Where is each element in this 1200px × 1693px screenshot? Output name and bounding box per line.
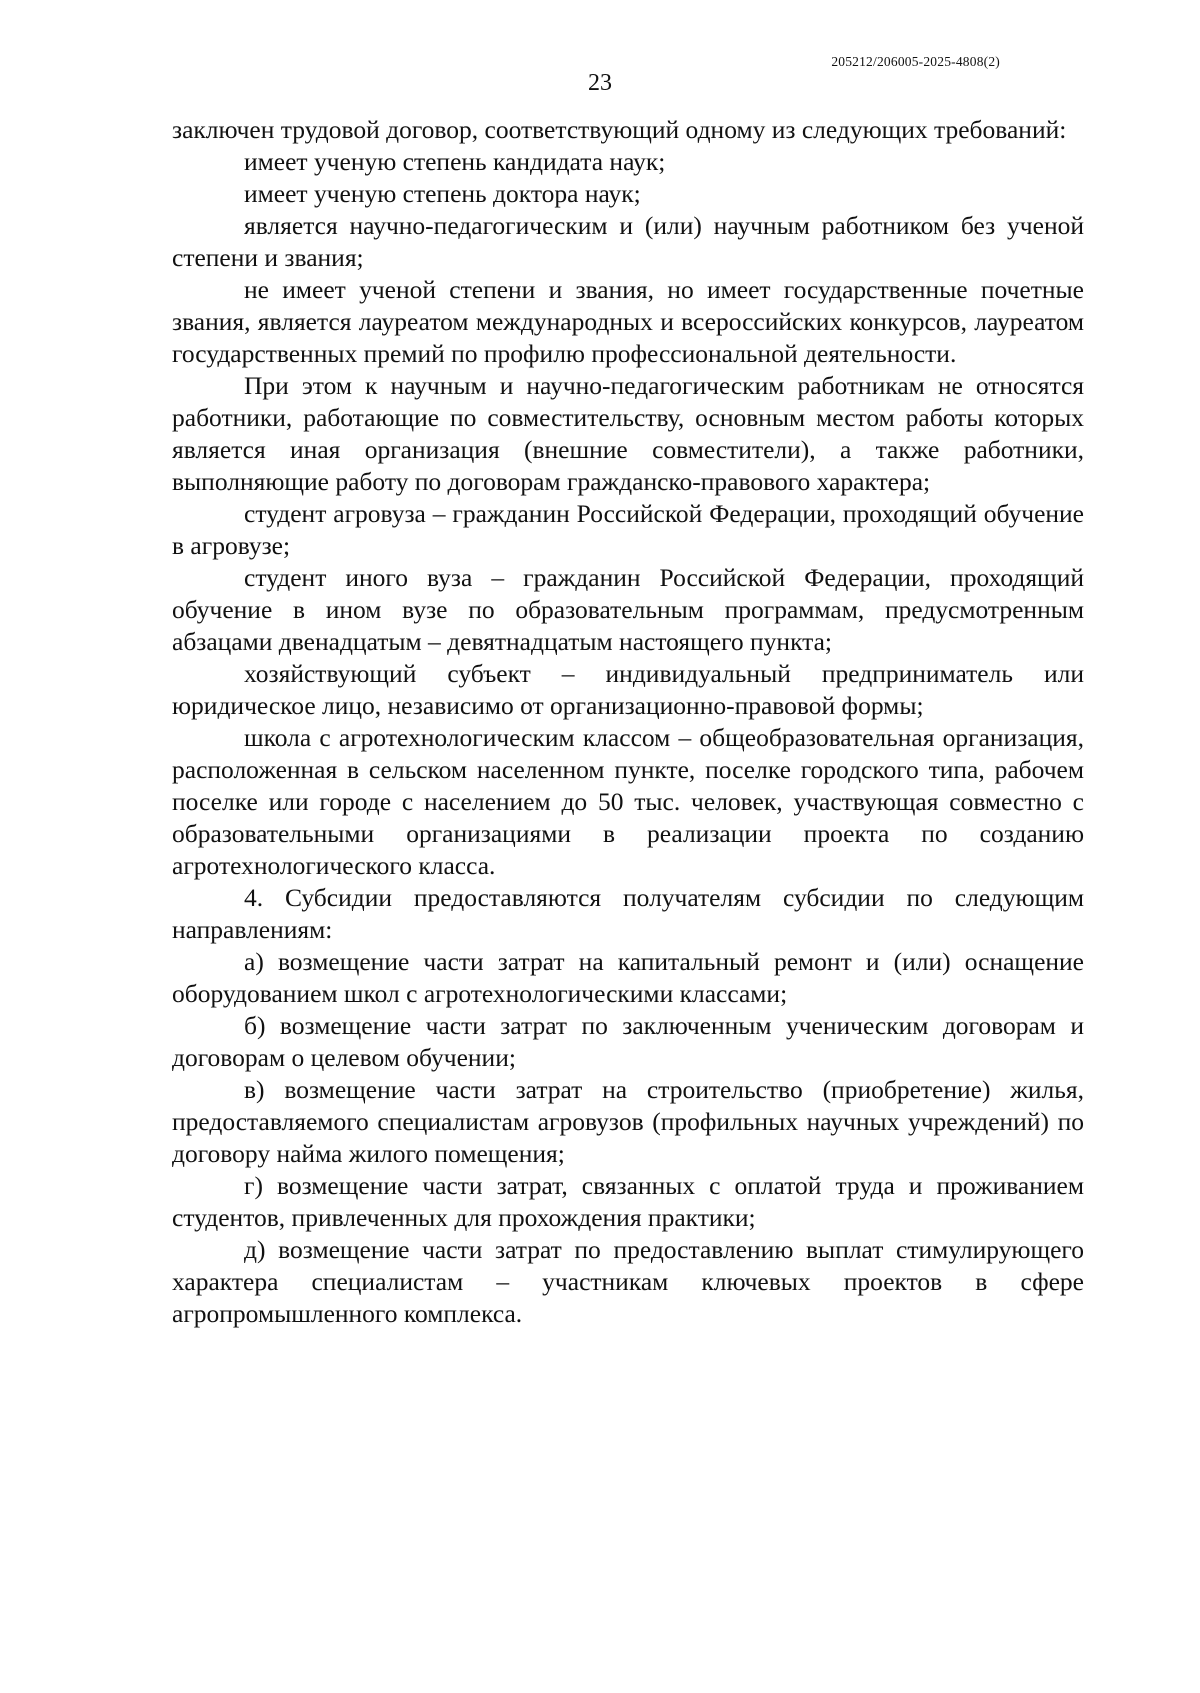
section-4-paragraph: 4. Субсидии предоставляются получателям субсидии по следующим направлениям: [172,883,1084,944]
paragraph: имеет ученую степень доктора наук; [244,179,641,208]
page-number: 23 [588,70,612,96]
list-item-g: г) возмещение части затрат, связанных с оплатой труда и проживанием студентов, привлеченных для прохождения практики; [172,1171,1084,1232]
list-item-v: в) возмещение части затрат на строительство (приобретение) жилья, предоставляемого специалистам агровузов (профильных научных учреждений) по договору найма жилого помещения; [172,1075,1084,1168]
paragraph: студент иного вуза – гражданин Российской Федерации, проходящий обучение в ином вузе по образовательным программам, предусмотренным абзацами двенадцатым – девятнадцатым настоящего пункта; [172,563,1084,656]
document-id: 205212/206005-2025-4808(2) [831,54,1000,69]
paragraph: хозяйствующий субъект – индивидуальный предприниматель или юридическое лицо, независимо от организационно-правовой формы; [172,659,1084,720]
list-item-a: а) возмещение части затрат на капитальный ремонт и (или) оснащение оборудованием школ с агротехнологическими классами; [172,947,1084,1008]
paragraph: студент агровуза – гражданин Российской Федерации, проходящий обучение в агровузе; [172,499,1084,560]
paragraph: заключен трудовой договор, соответствующий одному из следующих требований: [172,115,1067,144]
list-item-b: б) возмещение части затрат по заключенным ученическим договорам и договорам о целевом обучении; [172,1011,1084,1072]
list-item-d: д) возмещение части затрат по предоставлению выплат стимулирующего характера специалистам – участникам ключевых проектов в сфере агропромышленного комплекса. [172,1235,1084,1328]
paragraph: имеет ученую степень кандидата наук; [244,147,666,176]
document-body [172,114,1084,1330]
paragraph: При этом к научным и научно-педагогическим работникам не относятся работники, работающие по совместительству, основным местом работы которых является иная организация (внешние совместители), а также работники, выполняющие работу по договорам гражданско-правового характера; [172,371,1084,496]
paragraph: школа с агротехнологическим классом – общеобразовательная организация, расположенная в сельском населенном пункте, поселке городского типа, рабочем поселке или городе с населением до 50 тыс. человек, участвующая совместно с образовательными организациями в реализации проекта по созданию агротехнологического класса. [172,723,1084,880]
paragraph: является научно-педагогическим и (или) научным работником без ученой степени и звания; [172,211,1084,272]
paragraph: не имеет ученой степени и звания, но имеет государственные почетные звания, является лауреатом международных и всероссийских конкурсов, лауреатом государственных премий по профилю профессиональной деятельности. [172,275,1084,368]
